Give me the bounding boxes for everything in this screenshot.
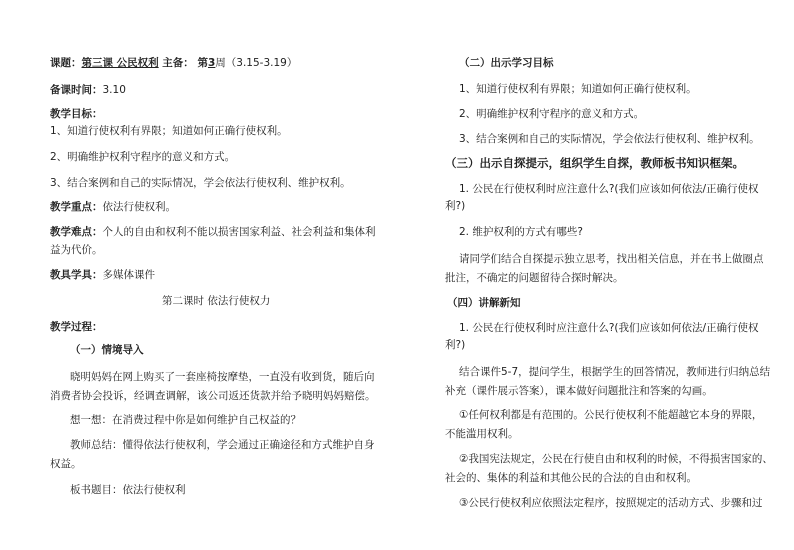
lesson-title: 第二课时 依法行使权力	[162, 295, 271, 307]
board-title: 板书题目：依法行使权利	[70, 484, 186, 496]
prep-time: 备课时间：3.10	[50, 84, 126, 96]
course-text: 结合课件5-7，提问学生，根据学生的回答情况，教师进行归纳总结	[459, 366, 771, 378]
question-item: 1. 公民在行使权利时应注意什么?(我们应该如何依法/正确行使权	[459, 183, 759, 195]
lesson-header: 课题：第三课 公民权利 主备： 第3周（3.15-3.19）	[50, 57, 298, 69]
goals-heading: 教学目标：	[50, 108, 103, 120]
story-text: 晓明妈妈在网上购买了一套座椅按摩垫，一直没有收到货，随后向	[70, 371, 375, 383]
think-prompt: 想一想：在消费过程中你是如何维护自己权益的？	[70, 414, 301, 426]
goal-item: 2、明确维护权利守程序的意义和方式。	[459, 108, 645, 120]
tools: 教具学具：多媒体课件	[50, 269, 155, 281]
question-item-cont: 利?)	[445, 339, 466, 351]
key-point: 教学重点：依法行使权利。	[50, 201, 176, 213]
point-item: ③公民行使权利应依照法定程序，按照规定的活动方式、步骤和过	[459, 497, 763, 509]
section-title: （二）出示学习目标	[459, 57, 554, 69]
goal-item: 2、明确维护权利守程序的意义和方式。	[50, 151, 236, 163]
week-number: 3	[207, 57, 216, 69]
process-heading: 教学过程：	[50, 321, 103, 333]
teacher-summary-cont: 权益。	[50, 458, 82, 470]
instruction-text: 请同学们结合自探提示独立思考，找出相关信息，并在书上做圈点	[459, 253, 764, 265]
goal-item: 1、知道行使权利有界限；知道如何正确行使权利。	[50, 125, 288, 137]
point-item-cont: 社会的、集体的利益和其他公民的合法的自由和权利。	[445, 472, 697, 484]
point-item: ②我国宪法规定，公民在行使自由和权利的时候，不得损害国家的、	[459, 453, 773, 465]
teacher-summary: 教师总结：懂得依法行使权利，学会通过正确途径和方式维护自身	[70, 439, 375, 451]
course-text-cont: 补充（课件展示答案），课本做好问题批注和答案的勾画。	[445, 385, 713, 397]
question-item: 1. 公民在行使权利时应注意什么?(我们应该如何依法/正确行使权	[459, 322, 759, 334]
section-title: （三）出示自探提示，组织学生自探，教师板书知识框架。	[445, 156, 744, 170]
point-item-cont: 不能滥用权利。	[445, 428, 519, 440]
goal-item: 3、结合案例和自己的实际情况，学会依法行使权利、维护权利。	[459, 133, 760, 145]
goal-item: 3、结合案例和自己的实际情况，学会依法行使权利、维护权利。	[50, 177, 351, 189]
difficulty-cont: 益为代价。	[50, 244, 103, 256]
section-title: （四）讲解新知	[447, 297, 521, 309]
topic-title: 第三课 公民权利	[81, 57, 159, 69]
story-text-cont: 消费者协会投诉，经调查调解，该公司返还货款并给予晓明妈妈赔偿。	[50, 390, 376, 402]
difficulty: 教学难点：个人的自由和权利不能以损害国家利益、社会利益和集体利	[50, 226, 376, 238]
question-item-cont: 利?)	[445, 200, 466, 212]
section-title: （一）情境导入	[70, 344, 144, 356]
instruction-text-cont: 批注，不确定的问题留待合探时解决。	[445, 272, 624, 284]
goal-item: 1、知道行使权利有界限；知道如何正确行使权利。	[459, 83, 697, 95]
question-item: 2. 维护权利的方式有哪些?	[459, 226, 583, 238]
point-item: ①任何权利都是有范围的。公民行使权利不能超越它本身的界限，	[459, 409, 763, 421]
